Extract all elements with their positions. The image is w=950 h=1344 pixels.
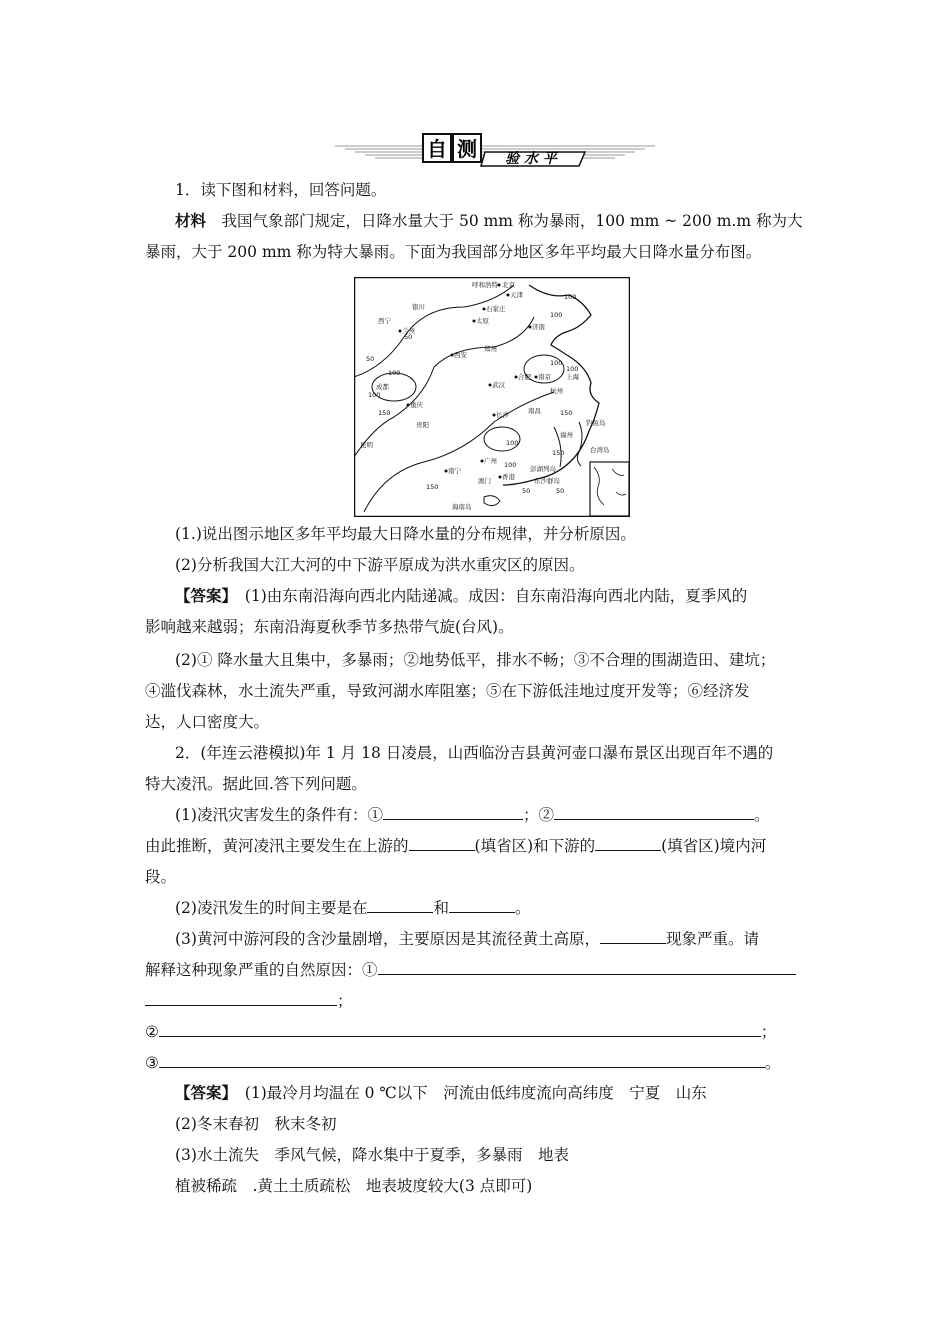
banner-tail-text: 验 水 平 <box>505 151 557 167</box>
city-label: 长沙 <box>496 411 509 419</box>
isoline-value: 150 <box>426 483 439 491</box>
city-label: 西安 <box>454 351 467 359</box>
semicolon: ； <box>337 992 353 1010</box>
q2-answer-line3: (3)水土流失 季风气候，降水集中于夏季，多暴雨 地表 <box>175 1146 569 1164</box>
q2-sub3-line2-text: 解释这种现象严重的自然原因：① <box>145 961 378 979</box>
city-label: 南京 <box>538 373 551 381</box>
q2-sub1-line2-a: 由此推断，黄河凌汛主要发生在上游的 <box>145 837 409 855</box>
city-label: 钓鱼岛 <box>586 419 606 427</box>
isoline-value: 50 <box>522 487 531 495</box>
isoline-value: 150 <box>552 449 565 457</box>
isoline-value: 100 <box>506 439 519 447</box>
q1-answer2-line2: ④滥伐森林，水土流失严重，导致河湖水库阻塞；⑤在下游低洼地过度开发等；⑥经济发 <box>145 682 750 700</box>
city-label: 银川 <box>412 303 425 311</box>
city-label: 石家庄 <box>486 305 506 313</box>
city-label: 澳门 <box>478 477 491 485</box>
q1-answer-line1 <box>175 584 815 608</box>
material-text-1: 我国气象部门规定，日降水量大于 50 mm 称为暴雨，100 mm ~ 200 m.m 称为大 <box>221 212 803 230</box>
semicolon: ； <box>760 1023 777 1041</box>
isoline-value: 100 <box>550 359 563 367</box>
q2-sub3-line2 <box>145 958 815 982</box>
q2-sub1-line3: 段。 <box>145 868 177 886</box>
answer-blank[interactable] <box>600 927 666 944</box>
banner-char-2: 测 <box>457 137 477 161</box>
isoline-value: 50 <box>556 487 565 495</box>
q2-title-line1: 2．(年连云港模拟)年 1 月 18 日凌晨，山西临汾吉县黄河壶口瀑布景区出现百年不遇的 <box>175 744 774 762</box>
city-label: 北京 <box>502 281 515 289</box>
q1-material-line2: 暴雨，大于 200 mm 称为特大暴雨。下面为我国部分地区多年平均最大日降水量分布图。 <box>145 243 762 261</box>
isoline-value: 100 <box>566 365 579 373</box>
circle-3: ③ <box>145 1054 159 1072</box>
q1-sub2: (2)分析我国大江大河的中下游平原成为洪水重灾区的原因。 <box>175 556 585 574</box>
q2-answer-line4: 植被稀疏 .黄土土质疏松 地表坡度较大(3 点即可) <box>175 1177 533 1195</box>
q2-sub2-text-b: 和 <box>433 899 449 917</box>
q2-sub2-text-c: 。 <box>514 899 531 917</box>
q2-sub3-line3 <box>145 989 815 1013</box>
q1-answer-line2: 影响越来越弱；东南沿海夏秋季节多热带气旋(台风)。 <box>145 618 514 636</box>
city-label: 郑州 <box>484 345 497 353</box>
q2-sub1-text-c: 。 <box>753 806 770 824</box>
city-label: 香港 <box>502 473 515 481</box>
q2-sub2 <box>175 896 815 920</box>
q2-sub3-line1 <box>175 927 815 951</box>
answer-blank[interactable] <box>554 803 754 820</box>
isoline-value: 100 <box>368 391 381 399</box>
q2-sub3-line5 <box>145 1051 815 1075</box>
city-label: 重庆 <box>410 401 423 409</box>
period: 。 <box>764 1054 781 1072</box>
city-label: 海南岛 <box>452 503 472 511</box>
answer-blank[interactable] <box>595 834 661 851</box>
city-label: 广州 <box>484 457 497 465</box>
answer-label: 【答案】 <box>175 1083 230 1102</box>
answer-blank[interactable] <box>409 834 475 851</box>
city-label: 贵阳 <box>416 421 429 429</box>
isoline-value: 100 <box>550 311 563 319</box>
city-label: 合肥 <box>518 373 531 381</box>
city-label: 杭州 <box>550 387 563 395</box>
q2-sub1-line2-b: (填省区)和下游的 <box>474 837 596 855</box>
answer-blank[interactable] <box>378 958 796 975</box>
q2-sub1-line1 <box>175 803 815 827</box>
answer-blank[interactable] <box>159 1020 761 1037</box>
city-label: 呼和浩特 <box>472 281 498 289</box>
city-label: 东沙群岛 <box>534 477 560 485</box>
answer-blank[interactable] <box>383 803 523 820</box>
q2-title-line2: 特大凌汛。据此回.答下列问题。 <box>145 775 367 793</box>
city-label: 成都 <box>376 383 389 391</box>
material-label: 材料 <box>175 211 207 230</box>
isoline-value: 100 <box>388 369 401 377</box>
city-label: 西宁 <box>378 317 391 325</box>
q2-sub3-text-a: (3)黄河中游河段的含沙量剧增，主要原因是其流径黄土高原， <box>175 930 600 948</box>
city-label: 天津 <box>510 291 523 299</box>
circle-2: ② <box>145 1023 159 1041</box>
q1-answer2-line1: (2)① 降水量大且集中，多暴雨；②地势低平，排水不畅；③不合理的围湖造田、建坑； <box>175 651 776 669</box>
answer-blank[interactable] <box>367 896 433 913</box>
isoline-value: 50 <box>404 333 413 341</box>
q1-sub1: (1.)说出图示地区多年平均最大日降水量的分布规律，并分析原因。 <box>175 525 636 543</box>
q2-answer1-text: (1)最冷月均温在 0 ℃以下 河流由低纬度流向高纬度 宁夏 山东 <box>244 1084 707 1102</box>
answer1-text: (1)由东南沿海向西北内陆递减。成因：自东南沿海向西北内陆，夏季风的 <box>244 587 748 605</box>
q2-sub1-text-a: (1)凌汛灾害发生的条件有：① <box>175 806 383 824</box>
q2-sub3-text-b: 现象严重。请 <box>665 930 759 948</box>
q2-sub1-line2-c: (填省区)境内河 <box>661 837 767 855</box>
city-label: 兰州 <box>402 327 415 335</box>
q2-sub2-text-a: (2)凌汛发生的时间主要是在 <box>175 899 368 917</box>
city-label: 彭湖列岛 <box>530 465 556 473</box>
isoline-value: 50 <box>366 355 375 363</box>
answer-blank[interactable] <box>145 989 337 1006</box>
self-test-banner <box>335 130 655 172</box>
banner-char-1: 自 <box>427 137 447 161</box>
city-label: 台湾岛 <box>590 446 610 454</box>
city-label: 福州 <box>560 431 573 439</box>
isoline-value: 150 <box>378 409 391 417</box>
city-label: 上海 <box>566 373 579 381</box>
q2-sub1-line2 <box>145 834 815 858</box>
q2-sub1-text-b: ；② <box>522 806 554 824</box>
answer-blank[interactable] <box>159 1051 765 1068</box>
isoline-value: 150 <box>560 409 573 417</box>
city-label: 南宁 <box>448 467 461 475</box>
city-label: 昆明 <box>360 441 373 449</box>
city-label: 南昌 <box>528 407 541 415</box>
city-label: 济南 <box>532 323 545 331</box>
answer-blank[interactable] <box>449 896 515 913</box>
city-label: 太原 <box>476 317 489 325</box>
q1-title: 1．读下图和材料，回答问题。 <box>175 181 387 199</box>
q2-answer-line2: (2)冬末春初 秋末冬初 <box>175 1115 337 1133</box>
q2-sub3-line4 <box>145 1020 815 1044</box>
isoline-value: 100 <box>564 293 577 301</box>
rainfall-map <box>354 277 630 517</box>
isoline-value: 100 <box>504 461 517 469</box>
city-label: 武汉 <box>492 381 505 389</box>
q1-answer2-line3: 达，人口密度大。 <box>145 713 270 731</box>
answer-label: 【答案】 <box>175 586 230 605</box>
q1-material-line1 <box>175 209 815 233</box>
q2-answer-line1 <box>175 1081 815 1105</box>
